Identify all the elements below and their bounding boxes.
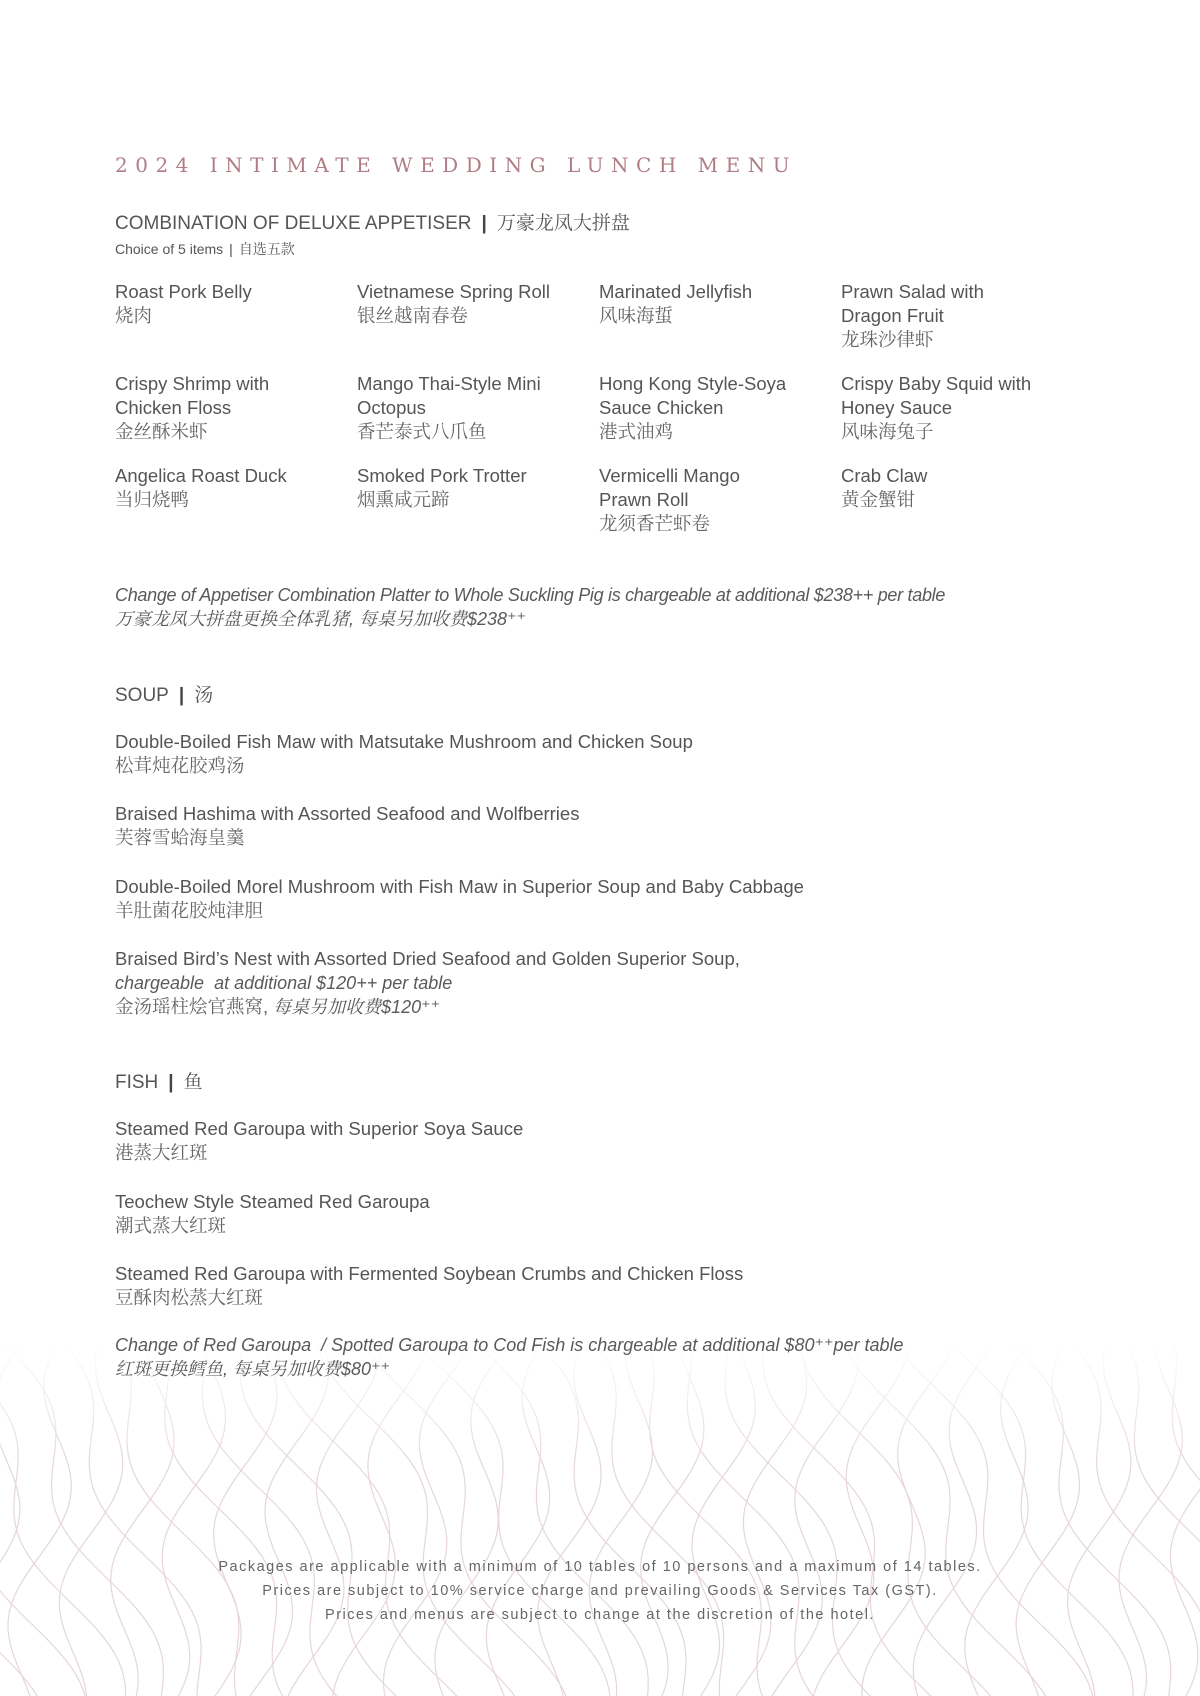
- note-en: Change of Red Garoupa / Spotted Garoupa to Cod Fish is chargeable at additional $80⁺⁺per table: [115, 1335, 904, 1355]
- item-name-en: Mango Thai-Style Mini Octopus: [357, 373, 541, 418]
- fish-heading: [115, 1067, 203, 1094]
- item-name-en: Smoked Pork Trotter: [357, 465, 527, 486]
- menu-title: 2024 INTIMATE WEDDING LUNCH MENU: [115, 153, 798, 177]
- note-en: Change of Appetiser Combination Platter to Whole Suckling Pig is chargeable at additional $238++ per table: [115, 585, 946, 605]
- soup-item-special: [115, 947, 740, 1019]
- item-name-en: Teochew Style Steamed Red Garoupa: [115, 1191, 430, 1212]
- appetiser-section-header: [115, 208, 630, 259]
- appetiser-item: [599, 280, 841, 352]
- item-name-zh: 黄金蟹钳: [841, 489, 916, 510]
- soup-item: [115, 730, 693, 778]
- separator: |: [481, 213, 487, 234]
- appetiser-change-note: [115, 583, 1095, 631]
- item-name-en: Vietnamese Spring Roll: [357, 281, 550, 302]
- appetiser-item: [599, 372, 841, 444]
- item-name-en: Braised Hashima with Assorted Seafood and Wolfberries: [115, 803, 580, 824]
- note-zh: 红斑更换鳕鱼, 每桌另加收费$80⁺⁺: [115, 1359, 391, 1379]
- soup-item: [115, 875, 804, 923]
- item-name-zh: 龙珠沙律虾: [841, 329, 934, 350]
- item-name-zh: 香芒泰式八爪鱼: [357, 421, 487, 442]
- appetiser-item: [115, 280, 357, 352]
- item-name-en: Steamed Red Garoupa with Superior Soya Sauce: [115, 1118, 524, 1139]
- item-name-zh: 羊肚菌花胶炖津胆: [115, 900, 264, 921]
- appetiser-item: [841, 464, 1085, 536]
- appetiser-subheading: [115, 239, 630, 259]
- appetiser-heading: [115, 208, 630, 235]
- fish-item: [115, 1262, 743, 1310]
- wave-pattern-background: [0, 1340, 1200, 1696]
- item-name-zh: 当归烧鸭: [115, 489, 190, 510]
- appetiser-sub-zh: 自选五款: [238, 241, 295, 257]
- item-name-en: Roast Pork Belly: [115, 281, 252, 302]
- fish-item: [115, 1117, 523, 1165]
- separator: |: [168, 1072, 174, 1093]
- appetiser-grid: [115, 280, 1085, 536]
- soup-item: [115, 802, 579, 850]
- item-name-en: Hong Kong Style-Soya Sauce Chicken: [599, 373, 787, 418]
- item-name-zh: 烧肉: [115, 305, 153, 326]
- fish-heading-en: FISH: [115, 1072, 159, 1093]
- fish-item: [115, 1190, 430, 1238]
- item-name-zh: 烟熏咸元蹄: [357, 489, 450, 510]
- item-name-zh: 豆酥肉松蒸大红斑: [115, 1287, 264, 1308]
- item-name-zh: 金汤瑶柱烩官燕窝,: [115, 996, 269, 1017]
- item-name-zh: 港蒸大红斑: [115, 1142, 208, 1163]
- appetiser-item: [357, 464, 599, 536]
- item-name-zh: 风味海蜇: [599, 305, 674, 326]
- item-name-en: Marinated Jellyfish: [599, 281, 753, 302]
- item-name-en: Crispy Baby Squid with Honey Sauce: [841, 373, 1032, 418]
- appetiser-item: [599, 464, 841, 536]
- appetiser-item: [357, 372, 599, 444]
- appetiser-item: [841, 280, 1085, 352]
- item-name-zh: 金丝酥米虾: [115, 421, 208, 442]
- appetiser-item: [841, 372, 1085, 444]
- note-zh: 万豪龙凤大拼盘更换全体乳猪, 每桌另加收费$238⁺⁺: [115, 609, 527, 629]
- item-name-zh-line: [115, 995, 740, 1019]
- appetiser-heading-zh: 万豪龙凤大拼盘: [496, 213, 630, 234]
- soup-heading-en: SOUP: [115, 685, 169, 706]
- appetiser-heading-en: COMBINATION OF DELUXE APPETISER: [115, 213, 472, 234]
- footer-line: Packages are applicable with a minimum of 10 tables of 10 persons and a maximum of 14 tables.: [218, 1559, 982, 1575]
- item-charge-en: chargeable at additional $120++ per table: [115, 973, 453, 993]
- separator: |: [178, 685, 185, 706]
- item-name-zh: 风味海兔子: [841, 421, 934, 442]
- item-name-en: Crab Claw: [841, 465, 928, 486]
- appetiser-item: [115, 464, 357, 536]
- fish-heading-zh: 鱼: [183, 1072, 203, 1093]
- footer-line: Prices are subject to 10% service charge and prevailing Goods & Services Tax (GST).: [262, 1583, 938, 1599]
- item-name-en: Prawn Salad with Dragon Fruit: [841, 281, 984, 326]
- soup-heading-zh: 汤: [194, 685, 214, 706]
- appetiser-sub-en: Choice of 5 items: [115, 241, 224, 257]
- item-name-zh: 潮式蒸大红斑: [115, 1215, 227, 1236]
- item-name-en: Double-Boiled Fish Maw with Matsutake Mushroom and Chicken Soup: [115, 731, 693, 752]
- footer-terms: [0, 1555, 1200, 1627]
- item-name-zh: 龙须香芒虾卷: [599, 513, 711, 534]
- item-name-en: Angelica Roast Duck: [115, 465, 287, 486]
- item-name-en: Double-Boiled Morel Mushroom with Fish Maw in Superior Soup and Baby Cabbage: [115, 876, 804, 897]
- item-name-en: Crispy Shrimp with Chicken Floss: [115, 373, 270, 418]
- item-name-zh: 银丝越南春卷: [357, 305, 469, 326]
- fish-change-note: [115, 1333, 904, 1381]
- item-name-zh: 港式油鸡: [599, 421, 674, 442]
- soup-heading: [115, 680, 213, 707]
- item-name-en: Vermicelli Mango Prawn Roll: [599, 465, 740, 510]
- item-name-en: Steamed Red Garoupa with Fermented Soybean Crumbs and Chicken Floss: [115, 1263, 744, 1284]
- appetiser-item: [357, 280, 599, 352]
- item-name-zh: 松茸炖花胶鸡汤: [115, 755, 245, 776]
- item-name-en: Braised Bird’s Nest with Assorted Dried Seafood and Golden Superior Soup,: [115, 948, 740, 969]
- separator: |: [229, 241, 233, 257]
- item-name-zh: 芙蓉雪蛤海皇羹: [115, 827, 245, 848]
- item-charge-zh: 每桌另加收费$120⁺⁺: [268, 997, 441, 1017]
- footer-line: Prices and menus are subject to change at the discretion of the hotel.: [325, 1607, 875, 1623]
- appetiser-item: [115, 372, 357, 444]
